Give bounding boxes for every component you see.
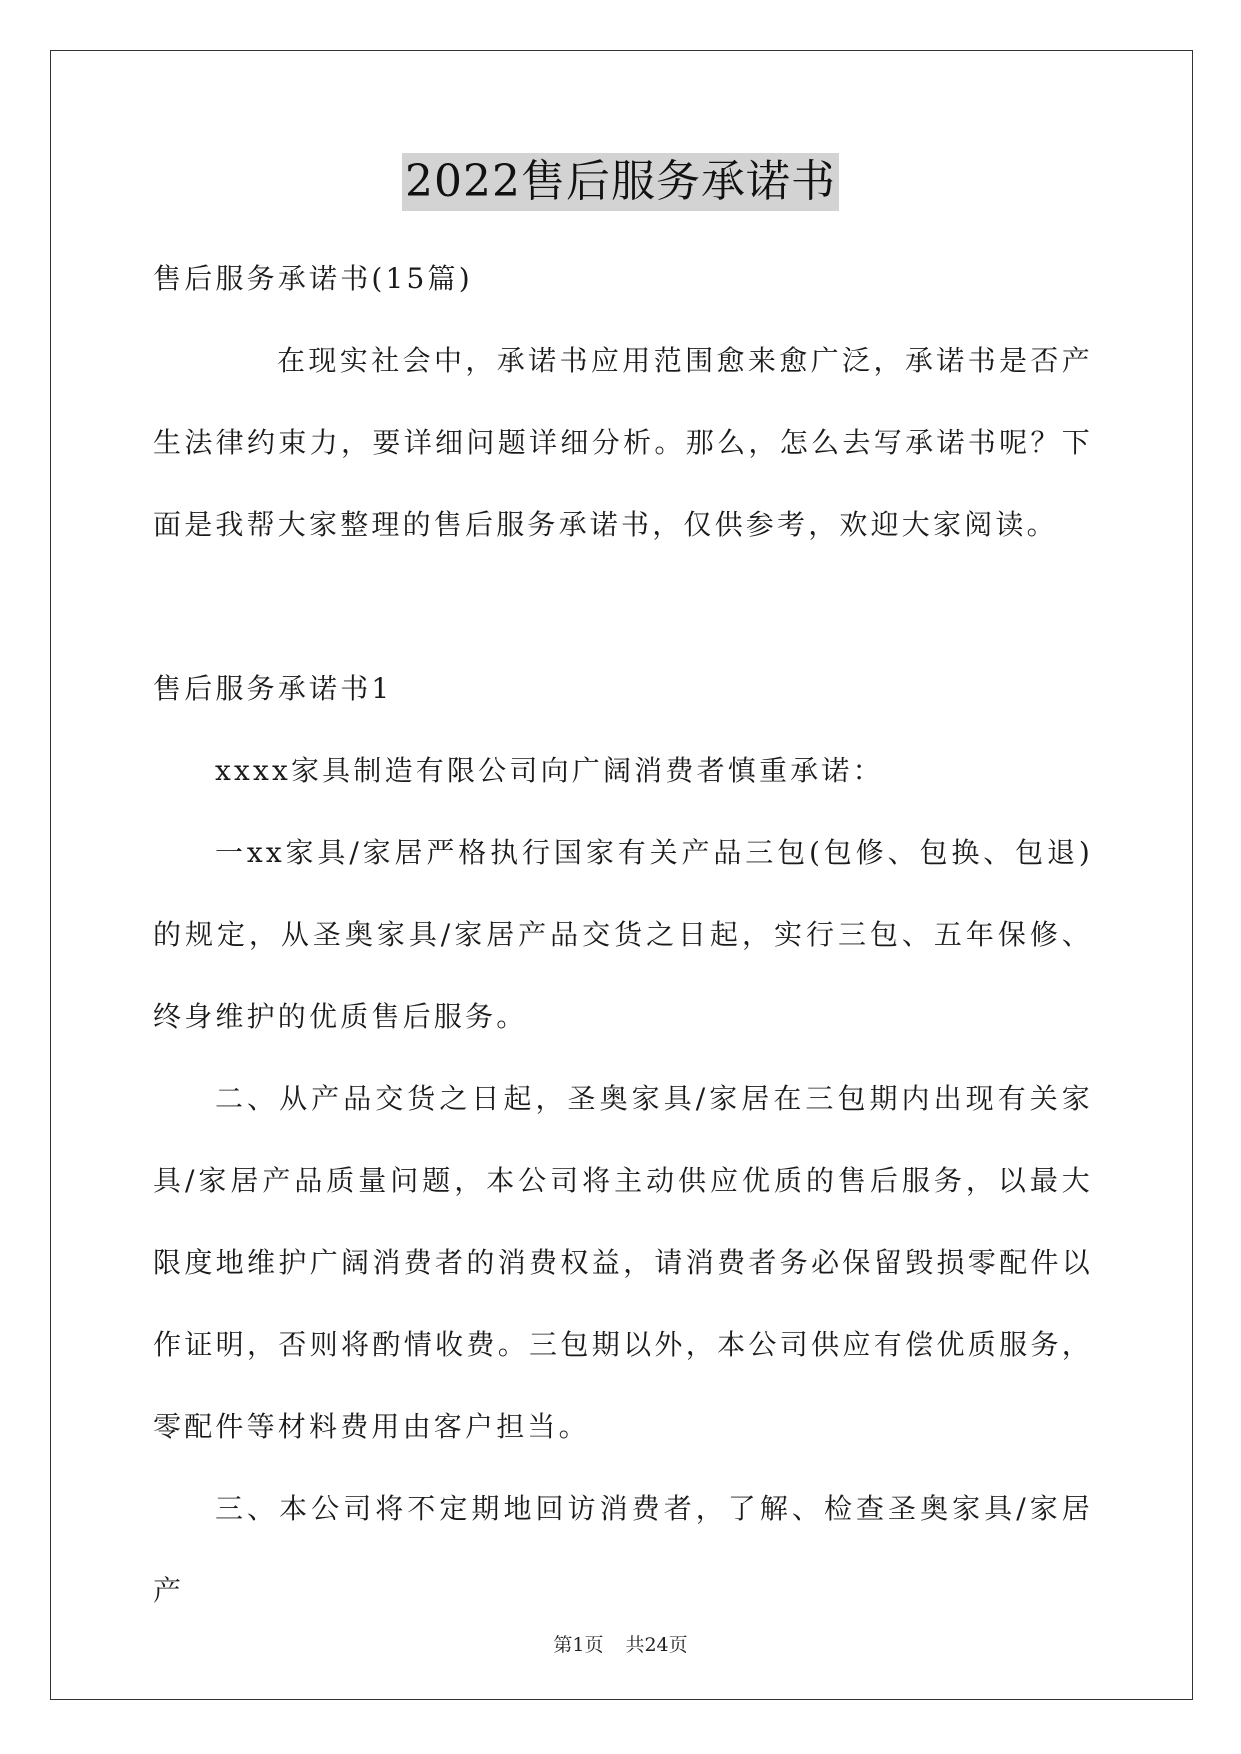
- body-paragraph: 二、从产品交货之日起，圣奥家具/家居在三包期内出现有关家具/家居产品质量问题，本公司将主动供应优质的售后服务，以最大限度地维护广阔消费者的消费权益，请消费者务必保留毁损零配件以作证明，否则将酌情收费。三包期以外，本公司供应有偿优质服务，零配件等材料费用由客户担当。: [153, 1082, 1093, 1443]
- document-body: [153, 238, 1093, 1632]
- page-total: 共24页: [625, 1634, 688, 1656]
- document-subtitle: 售后服务承诺书(15篇): [153, 262, 473, 295]
- body-paragraph: 一xx家具/家居严格执行国家有关产品三包(包修、包换、包退)的规定，从圣奥家具/家居产品交货之日起，实行三包、五年保修、终身维护的优质售后服务。: [153, 836, 1093, 1033]
- page-footer: [0, 1630, 1241, 1657]
- intro-paragraph: 在现实社会中，承诺书应用范围愈来愈广泛，承诺书是否产生法律约束力，要详细问题详细分析。那么，怎么去写承诺书呢？下面是我帮大家整理的售后服务承诺书，仅供参考，欢迎大家阅读。: [153, 344, 1093, 541]
- paragraph-gap: [153, 566, 1093, 648]
- title-container: [0, 153, 1241, 211]
- document-title: 2022售后服务承诺书: [402, 153, 839, 211]
- body-paragraph: xxxx家具制造有限公司向广阔消费者慎重承诺：: [215, 754, 884, 787]
- section-heading: 售后服务承诺书1: [153, 672, 393, 705]
- page-number: 第1页: [553, 1634, 604, 1656]
- body-paragraph: 三、本公司将不定期地回访消费者，了解、检查圣奥家具/家居产: [153, 1492, 1093, 1607]
